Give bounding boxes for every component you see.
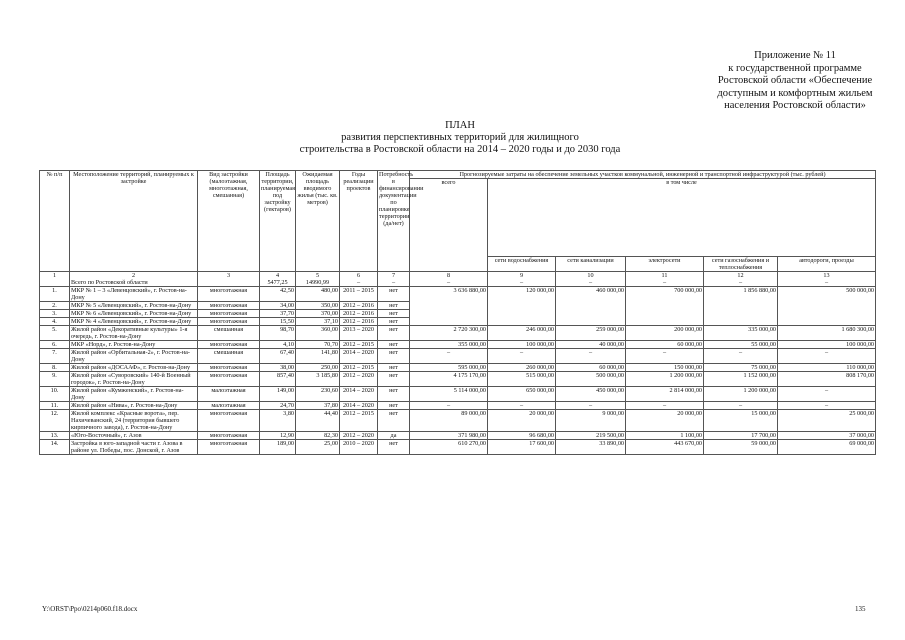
- row-cost-electric: 150 000,00: [626, 364, 704, 372]
- row-number: 10.: [40, 387, 70, 402]
- row-location: Жилой район «Орбитальная-2», г. Ростов-на-Дону: [70, 349, 198, 364]
- row-cost-water: 96 680,00: [488, 432, 556, 440]
- row-cost-gas: 1 856 880,00: [704, 287, 778, 326]
- row-area: 857,40: [260, 372, 296, 387]
- row-housing: 3 185,80: [296, 372, 340, 387]
- row-number: 2.: [40, 302, 70, 310]
- row-cost-electric: 60 000,00: [626, 341, 704, 349]
- row-cost-sewer: 259 000,00: [556, 326, 626, 341]
- row-area: 15,50: [260, 318, 296, 326]
- row-years: 2013 – 2020: [340, 326, 378, 341]
- row-cost-sewer: 60 000,00: [556, 364, 626, 372]
- row-cost-electric: 1 100,00: [626, 432, 704, 440]
- table-row: [40, 287, 876, 302]
- title-line: строительства в Ростовской области на 2014 – 2020 годы и до 2030 года: [299, 144, 621, 155]
- row-cost-gas: –: [704, 402, 778, 410]
- header-electric: электросети: [626, 257, 704, 272]
- table-row: [40, 410, 876, 432]
- row-need: нет: [378, 318, 410, 326]
- row-area: 12,90: [260, 432, 296, 440]
- row-cost-gas: 17 700,00: [704, 432, 778, 440]
- row-cost-water: 246 000,00: [488, 326, 556, 341]
- row-cost-gas: –: [704, 349, 778, 364]
- row-location: «Юго-Восточный», г. Азов: [70, 432, 198, 440]
- row-type: малоэтажная: [198, 402, 260, 410]
- appendix-line: к государственной программе: [728, 62, 862, 74]
- row-need: нет: [378, 387, 410, 402]
- page-number: 135: [855, 605, 866, 613]
- row-cost-electric: 443 670,00: [626, 440, 704, 455]
- row-housing: 82,30: [296, 432, 340, 440]
- row-cost-total: 2 720 300,00: [410, 326, 488, 341]
- column-number: 3: [198, 272, 260, 287]
- row-area: 98,70: [260, 326, 296, 341]
- row-type: малоэтажная: [198, 387, 260, 402]
- row-location: Жилой район «Кумженский», г. Ростов-на-Дону: [70, 387, 198, 402]
- header-no: № п/п: [40, 171, 70, 272]
- row-cost-sewer: 9 000,00: [556, 410, 626, 432]
- header-location: Местоположение территорий, планируемых к застройке: [70, 171, 198, 272]
- row-type: многоэтажная: [198, 372, 260, 387]
- row-location: Жилой район «Декоративные культуры» 1-я очередь, г. Ростов-на-Дону: [70, 326, 198, 341]
- row-cost-gas: 75 000,00: [704, 364, 778, 372]
- row-cost-roads: –: [778, 402, 876, 410]
- row-housing: 230,60: [296, 387, 340, 402]
- table-row: [40, 402, 876, 410]
- column-number: 8 –: [410, 272, 488, 287]
- table-row: [40, 341, 876, 349]
- header-area: Площадь территории, планируемая под застройку (гектаров): [260, 171, 296, 272]
- header-gas: сети газоснабжения и теплоснабжения: [704, 257, 778, 272]
- row-cost-gas: 15 000,00: [704, 410, 778, 432]
- row-years: 2012 – 2020: [340, 372, 378, 387]
- column-number: 5 14990,99: [296, 272, 340, 287]
- row-location: МКР № 5 «Левенцовский», г. Ростов-на-Дону: [70, 302, 198, 310]
- row-housing: 370,00: [296, 310, 340, 318]
- table-row: [40, 326, 876, 341]
- column-number: 1: [40, 272, 70, 287]
- row-area: 189,00: [260, 440, 296, 455]
- table-row: [40, 387, 876, 402]
- row-years: 2012 – 2015: [340, 410, 378, 432]
- row-cost-electric: 20 000,00: [626, 410, 704, 432]
- row-location: МКР «Норд», г. Ростов-на-Дону: [70, 341, 198, 349]
- title-line: ПЛАН: [445, 120, 475, 131]
- row-location: Застройка в юго-западной части г. Азова в районе ул. Победы, пос. Донской, г. Азов: [70, 440, 198, 455]
- row-cost-roads: 110 000,00: [778, 364, 876, 372]
- row-number: 5.: [40, 326, 70, 341]
- row-housing: 25,00: [296, 440, 340, 455]
- row-number: 7.: [40, 349, 70, 364]
- total-label: Всего по Ростовской области: [71, 279, 148, 286]
- row-cost-water: 515 000,00: [488, 372, 556, 387]
- row-cost-total: –: [410, 349, 488, 364]
- table-row: [40, 440, 876, 455]
- row-housing: 37,80: [296, 402, 340, 410]
- row-cost-roads: 100 000,00: [778, 341, 876, 349]
- row-cost-water: 20 000,00: [488, 410, 556, 432]
- row-cost-gas: 335 000,00: [704, 326, 778, 341]
- row-need: нет: [378, 302, 410, 310]
- row-number: 13.: [40, 432, 70, 440]
- row-cost-roads: 25 000,00: [778, 410, 876, 432]
- row-cost-total: 5 114 000,00: [410, 387, 488, 402]
- row-cost-water: 650 000,00: [488, 387, 556, 402]
- row-need: нет: [378, 372, 410, 387]
- row-need: нет: [378, 341, 410, 349]
- row-cost-electric: 1 200 000,00: [626, 372, 704, 387]
- row-cost-total: 4 175 170,00: [410, 372, 488, 387]
- row-cost-gas: 59 000,00: [704, 440, 778, 455]
- row-location: МКР № 1 – 3 «Левенцовский», г. Ростов-на-Дону: [70, 287, 198, 302]
- row-cost-electric: 200 000,00: [626, 326, 704, 341]
- row-cost-electric: –: [626, 349, 704, 364]
- row-cost-roads: –: [778, 387, 876, 402]
- row-cost-electric: 2 814 000,00: [626, 387, 704, 402]
- row-need: нет: [378, 364, 410, 372]
- table-row: [40, 364, 876, 372]
- plan-table: [39, 170, 876, 455]
- column-number: 9 –: [488, 272, 556, 287]
- appendix-line: населения Ростовской области»: [724, 100, 866, 111]
- row-cost-roads: 500 000,00: [778, 287, 876, 326]
- row-cost-total: 371 980,00: [410, 432, 488, 440]
- row-location: МКР № 6 «Левенцовский», г. Ростов-на-Дону: [70, 310, 198, 318]
- row-need: нет: [378, 287, 410, 302]
- column-number: 12 –: [704, 272, 778, 287]
- header-years: Годы реализации проектов: [340, 171, 378, 272]
- row-type: многоэтажная: [198, 440, 260, 455]
- row-cost-roads: 69 000,00: [778, 440, 876, 455]
- row-years: 2012 – 2016: [340, 310, 378, 318]
- header-including: в том числе: [488, 179, 876, 257]
- row-cost-gas: 1 152 000,00: [704, 372, 778, 387]
- column-number: 7 –: [378, 272, 410, 287]
- row-number: 6.: [40, 341, 70, 349]
- row-need: нет: [378, 410, 410, 432]
- row-cost-total: 595 000,00: [410, 364, 488, 372]
- header-total: всего: [410, 179, 488, 272]
- row-years: 2012 – 2020: [340, 432, 378, 440]
- row-area: 37,70: [260, 310, 296, 318]
- column-number: 6 –: [340, 272, 378, 287]
- total-housing: 14990,99: [305, 279, 330, 286]
- row-cost-sewer: 460 000,00: [556, 287, 626, 326]
- row-cost-sewer: 33 890,00: [556, 440, 626, 455]
- row-years: 2012 – 2015: [340, 364, 378, 372]
- row-location: МКР № 4 «Левенцовский», г. Ростов-на-Дону: [70, 318, 198, 326]
- file-path: Y:\ORST\Ppo\0214p060.f18.docx: [42, 605, 138, 613]
- appendix-line: Ростовской области «Обеспечение: [717, 75, 873, 86]
- header-type: Вид застройки (малоэтажная, многоэтажная, смешанная): [198, 171, 260, 272]
- column-number: 4 5477,25: [260, 272, 296, 287]
- row-type: многоэтажная: [198, 432, 260, 440]
- row-area: 38,00: [260, 364, 296, 372]
- row-area: 34,00: [260, 302, 296, 310]
- row-type: многоэтажная: [198, 310, 260, 318]
- row-type: многоэтажная: [198, 318, 260, 326]
- row-location: Жилой район «ДОСААФ», г. Ростов-на-Дону: [70, 364, 198, 372]
- column-number: 2 Всего по Ростовской области: [70, 272, 198, 287]
- header-costs-group: Прогнозируемые затраты на обеспечение земельных участков коммунальной, инженерной и транспортной инфраструктурой (тыс. рублей): [410, 171, 876, 179]
- row-years: 2011 – 2015: [340, 287, 378, 302]
- row-housing: 141,80: [296, 349, 340, 364]
- row-number: 3.: [40, 310, 70, 318]
- row-cost-electric: 700 000,00: [626, 287, 704, 326]
- row-number: 4.: [40, 318, 70, 326]
- row-years: 2014 – 2020: [340, 349, 378, 364]
- appendix-block: [690, 50, 900, 113]
- row-cost-sewer: 219 500,00: [556, 432, 626, 440]
- row-need: нет: [378, 440, 410, 455]
- row-housing: 250,00: [296, 364, 340, 372]
- row-need: да: [378, 432, 410, 440]
- row-cost-electric: –: [626, 402, 704, 410]
- row-need: нет: [378, 402, 410, 410]
- row-years: 2012 – 2016: [340, 302, 378, 310]
- row-area: 149,00: [260, 387, 296, 402]
- header-need: Потребность в финансировании документации по планировке территории (да/нет): [378, 171, 410, 272]
- row-cost-sewer: –: [556, 349, 626, 364]
- table-row: [40, 349, 876, 364]
- row-need: нет: [378, 326, 410, 341]
- row-area: 4,10: [260, 341, 296, 349]
- row-location: Жилой комплекс «Красные ворота», пер. Нахичеванский, 24 (территория бывшего кирпичного завода), г. Ростов-на-Дону: [70, 410, 198, 432]
- column-number: 11 –: [626, 272, 704, 287]
- document-title: [250, 120, 670, 156]
- row-area: 24,70: [260, 402, 296, 410]
- row-area: 67,40: [260, 349, 296, 364]
- row-housing: 37,10: [296, 318, 340, 326]
- row-cost-total: 89 000,00: [410, 410, 488, 432]
- appendix-line: доступным и комфортным жильем: [717, 87, 873, 99]
- row-location: Жилой район «Суворовский» 140-й Военный городок», г. Ростов-на-Дону: [70, 372, 198, 387]
- row-cost-roads: –: [778, 349, 876, 364]
- row-cost-water: 120 000,00: [488, 287, 556, 326]
- row-number: 11.: [40, 402, 70, 410]
- row-number: 14.: [40, 440, 70, 455]
- row-years: 2010 – 2020: [340, 440, 378, 455]
- row-housing: 360,00: [296, 326, 340, 341]
- row-cost-gas: 55 000,00: [704, 341, 778, 349]
- row-cost-water: 17 600,00: [488, 440, 556, 455]
- row-number: 8.: [40, 364, 70, 372]
- row-housing: 44,40: [296, 410, 340, 432]
- row-area: 42,50: [260, 287, 296, 302]
- row-years: 2012 – 2015: [340, 341, 378, 349]
- row-cost-sewer: 450 000,00: [556, 387, 626, 402]
- row-cost-roads: 1 680 300,00: [778, 326, 876, 341]
- row-location: Жилой район «Нива», г. Ростов-на-Дону: [70, 402, 198, 410]
- row-years: 2014 – 2020: [340, 387, 378, 402]
- row-cost-total: –: [410, 402, 488, 410]
- row-type: многоэтажная: [198, 410, 260, 432]
- table-row: [40, 372, 876, 387]
- row-housing: 350,00: [296, 302, 340, 310]
- appendix-line: Приложение № 11: [754, 50, 836, 61]
- column-numbers-row: [40, 272, 876, 287]
- row-cost-sewer: 500 000,00: [556, 372, 626, 387]
- row-type: смешанная: [198, 349, 260, 364]
- column-number: 13 –: [778, 272, 876, 287]
- row-type: смешанная: [198, 326, 260, 341]
- header-sewer: сети канализации: [556, 257, 626, 272]
- row-cost-water: 260 000,00: [488, 364, 556, 372]
- row-years: 2014 – 2020: [340, 402, 378, 410]
- table-row: [40, 432, 876, 440]
- row-area: 3,80: [260, 410, 296, 432]
- row-type: многоэтажная: [198, 287, 260, 302]
- row-cost-sewer: –: [556, 402, 626, 410]
- row-cost-gas: 1 200 000,00: [704, 387, 778, 402]
- row-cost-water: –: [488, 402, 556, 410]
- row-type: многоэтажная: [198, 341, 260, 349]
- header-water: сети водоснабжения: [488, 257, 556, 272]
- row-number: 9.: [40, 372, 70, 387]
- row-housing: 70,70: [296, 341, 340, 349]
- row-type: многоэтажная: [198, 364, 260, 372]
- row-number: 1.: [40, 287, 70, 302]
- row-cost-roads: 37 000,00: [778, 432, 876, 440]
- row-number: 12.: [40, 410, 70, 432]
- header-roads: автодороги, проезды: [778, 257, 876, 272]
- row-need: нет: [378, 310, 410, 318]
- row-housing: 480,00: [296, 287, 340, 302]
- row-cost-total: 3 636 880,00: [410, 287, 488, 326]
- row-need: нет: [378, 349, 410, 364]
- row-cost-total: 355 000,00: [410, 341, 488, 349]
- row-cost-sewer: 40 000,00: [556, 341, 626, 349]
- row-years: 2012 – 2016: [340, 318, 378, 326]
- total-area: 5477,25: [267, 279, 288, 286]
- title-line: развития перспективных территорий для жилищного: [341, 132, 579, 143]
- header-housing: Ожидаемая площадь вводимого жилья (тыс. кв. метров): [296, 171, 340, 272]
- row-type: многоэтажная: [198, 302, 260, 310]
- row-cost-water: 100 000,00: [488, 341, 556, 349]
- row-cost-water: –: [488, 349, 556, 364]
- row-cost-total: 610 270,00: [410, 440, 488, 455]
- column-number: 10 –: [556, 272, 626, 287]
- row-cost-roads: 808 170,00: [778, 372, 876, 387]
